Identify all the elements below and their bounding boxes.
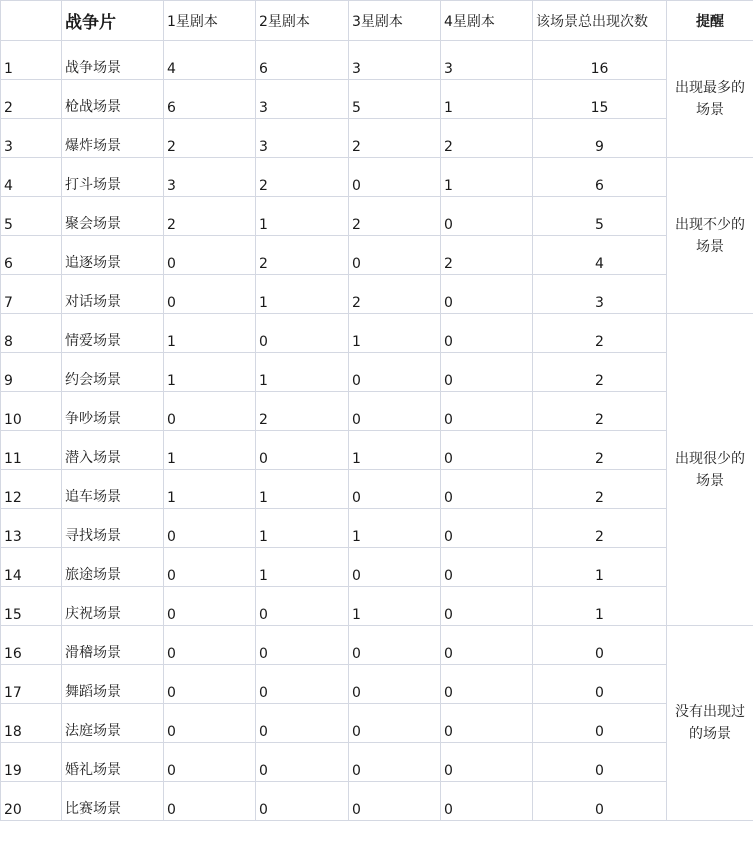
star2-count-cell[interactable]: 3 <box>256 80 349 119</box>
total-count-cell[interactable]: 1 <box>533 548 667 587</box>
row-index-cell[interactable]: 2 <box>1 80 62 119</box>
row-index-cell[interactable]: 10 <box>1 392 62 431</box>
star1-count-cell[interactable]: 0 <box>164 704 256 743</box>
star4-count-cell[interactable]: 3 <box>441 41 533 80</box>
row-index-cell[interactable]: 20 <box>1 782 62 821</box>
row-index-cell[interactable]: 5 <box>1 197 62 236</box>
total-count-cell[interactable]: 0 <box>533 665 667 704</box>
table-row <box>1 392 753 431</box>
scene-name-cell[interactable]: 法庭场景 <box>62 704 164 743</box>
star3-count-cell[interactable]: 0 <box>349 548 441 587</box>
header-1star-cell[interactable]: 1星剧本 <box>164 1 256 41</box>
total-count-cell[interactable]: 0 <box>533 743 667 782</box>
reminder-note-cell[interactable]: 出现不少的场景 <box>667 158 753 314</box>
star4-count-cell[interactable]: 1 <box>441 158 533 197</box>
star2-count-cell[interactable]: 0 <box>256 314 349 353</box>
table-row <box>1 236 753 275</box>
star4-count-cell[interactable]: 0 <box>441 587 533 626</box>
scene-name-cell[interactable]: 追逐场景 <box>62 236 164 275</box>
star3-count-cell[interactable]: 1 <box>349 587 441 626</box>
header-note-cell[interactable]: 提醒 <box>667 1 753 41</box>
star4-count-cell[interactable]: 0 <box>441 704 533 743</box>
row-index-cell[interactable]: 8 <box>1 314 62 353</box>
star2-count-cell[interactable]: 6 <box>256 41 349 80</box>
table-row <box>1 197 753 236</box>
star1-count-cell[interactable]: 2 <box>164 119 256 158</box>
header-row <box>1 1 753 41</box>
table-row <box>1 158 753 197</box>
table-row <box>1 665 753 704</box>
star1-count-cell[interactable]: 0 <box>164 782 256 821</box>
star3-count-cell[interactable]: 0 <box>349 158 441 197</box>
total-count-cell[interactable]: 1 <box>533 587 667 626</box>
star1-count-cell[interactable]: 0 <box>164 275 256 314</box>
star1-count-cell[interactable]: 4 <box>164 41 256 80</box>
star4-count-cell[interactable]: 0 <box>441 548 533 587</box>
star4-count-cell[interactable]: 0 <box>441 392 533 431</box>
star4-count-cell[interactable]: 0 <box>441 665 533 704</box>
total-count-cell[interactable]: 3 <box>533 275 667 314</box>
total-count-cell[interactable]: 5 <box>533 197 667 236</box>
row-index-cell[interactable]: 12 <box>1 470 62 509</box>
scene-name-cell[interactable]: 滑稽场景 <box>62 626 164 665</box>
star3-count-cell[interactable]: 1 <box>349 431 441 470</box>
star3-count-cell[interactable]: 3 <box>349 41 441 80</box>
star1-count-cell[interactable]: 0 <box>164 626 256 665</box>
star2-count-cell[interactable]: 1 <box>256 470 349 509</box>
table-row <box>1 470 753 509</box>
scene-name-cell[interactable]: 婚礼场景 <box>62 743 164 782</box>
scene-name-cell[interactable]: 枪战场景 <box>62 80 164 119</box>
scene-name-cell[interactable]: 约会场景 <box>62 353 164 392</box>
total-count-cell[interactable]: 2 <box>533 470 667 509</box>
star4-count-cell[interactable]: 0 <box>441 626 533 665</box>
star2-count-cell[interactable]: 1 <box>256 548 349 587</box>
star4-count-cell[interactable]: 0 <box>441 197 533 236</box>
star3-count-cell[interactable]: 0 <box>349 470 441 509</box>
star1-count-cell[interactable]: 6 <box>164 80 256 119</box>
table-row <box>1 743 753 782</box>
header-3star-cell[interactable]: 3星剧本 <box>349 1 441 41</box>
total-count-cell[interactable]: 9 <box>533 119 667 158</box>
star1-count-cell[interactable]: 3 <box>164 158 256 197</box>
row-index-cell[interactable]: 14 <box>1 548 62 587</box>
table-row <box>1 704 753 743</box>
star1-count-cell[interactable]: 0 <box>164 392 256 431</box>
row-index-cell[interactable]: 19 <box>1 743 62 782</box>
total-count-cell[interactable]: 2 <box>533 431 667 470</box>
table-row <box>1 119 753 158</box>
total-count-cell[interactable]: 15 <box>533 80 667 119</box>
star3-count-cell[interactable]: 1 <box>349 314 441 353</box>
row-index-cell[interactable]: 3 <box>1 119 62 158</box>
star2-count-cell[interactable]: 0 <box>256 782 349 821</box>
row-index-cell[interactable]: 16 <box>1 626 62 665</box>
header-corner-cell[interactable] <box>1 1 62 41</box>
star3-count-cell[interactable]: 5 <box>349 80 441 119</box>
total-count-cell[interactable]: 16 <box>533 41 667 80</box>
scene-name-cell[interactable]: 舞蹈场景 <box>62 665 164 704</box>
total-count-cell[interactable]: 4 <box>533 236 667 275</box>
star4-count-cell[interactable]: 0 <box>441 431 533 470</box>
total-count-cell[interactable]: 2 <box>533 314 667 353</box>
star1-count-cell[interactable]: 1 <box>164 314 256 353</box>
row-index-cell[interactable]: 15 <box>1 587 62 626</box>
scene-name-cell[interactable]: 寻找场景 <box>62 509 164 548</box>
star1-count-cell[interactable]: 1 <box>164 470 256 509</box>
star3-count-cell[interactable]: 0 <box>349 782 441 821</box>
star2-count-cell[interactable]: 2 <box>256 392 349 431</box>
row-index-cell[interactable]: 6 <box>1 236 62 275</box>
star4-count-cell[interactable]: 1 <box>441 80 533 119</box>
star2-count-cell[interactable]: 0 <box>256 743 349 782</box>
star3-count-cell[interactable]: 2 <box>349 197 441 236</box>
total-count-cell[interactable]: 2 <box>533 353 667 392</box>
star3-count-cell[interactable]: 2 <box>349 119 441 158</box>
star2-count-cell[interactable]: 1 <box>256 509 349 548</box>
table-row <box>1 782 753 821</box>
total-count-cell[interactable]: 0 <box>533 782 667 821</box>
star2-count-cell[interactable]: 2 <box>256 158 349 197</box>
star3-count-cell[interactable]: 2 <box>349 275 441 314</box>
star1-count-cell[interactable]: 0 <box>164 665 256 704</box>
table-row <box>1 41 753 80</box>
star2-count-cell[interactable]: 0 <box>256 665 349 704</box>
row-index-cell[interactable]: 9 <box>1 353 62 392</box>
star4-count-cell[interactable]: 0 <box>441 743 533 782</box>
star2-count-cell[interactable]: 3 <box>256 119 349 158</box>
table-row <box>1 275 753 314</box>
header-title-cell[interactable]: 战争片 <box>62 1 164 41</box>
star1-count-cell[interactable]: 0 <box>164 548 256 587</box>
star3-count-cell[interactable]: 0 <box>349 392 441 431</box>
star3-count-cell[interactable]: 0 <box>349 626 441 665</box>
star4-count-cell[interactable]: 0 <box>441 782 533 821</box>
scene-name-cell[interactable]: 战争场景 <box>62 41 164 80</box>
row-index-cell[interactable]: 18 <box>1 704 62 743</box>
scene-name-cell[interactable]: 旅途场景 <box>62 548 164 587</box>
header-total-cell[interactable]: 该场景总出现次数 <box>533 1 667 41</box>
star1-count-cell[interactable]: 0 <box>164 509 256 548</box>
row-index-cell[interactable]: 17 <box>1 665 62 704</box>
reminder-note-cell[interactable]: 出现最多的场景 <box>667 41 753 158</box>
star1-count-cell[interactable]: 2 <box>164 197 256 236</box>
star2-count-cell[interactable]: 0 <box>256 626 349 665</box>
row-index-cell[interactable]: 11 <box>1 431 62 470</box>
star1-count-cell[interactable]: 0 <box>164 743 256 782</box>
reminder-note-cell[interactable]: 出现很少的场景 <box>667 314 753 626</box>
star1-count-cell[interactable]: 0 <box>164 587 256 626</box>
total-count-cell[interactable]: 2 <box>533 392 667 431</box>
star4-count-cell[interactable]: 0 <box>441 470 533 509</box>
star1-count-cell[interactable]: 1 <box>164 353 256 392</box>
scene-name-cell[interactable]: 对话场景 <box>62 275 164 314</box>
scene-name-cell[interactable]: 打斗场景 <box>62 158 164 197</box>
star3-count-cell[interactable]: 0 <box>349 236 441 275</box>
table-row <box>1 314 753 353</box>
table-row <box>1 509 753 548</box>
star1-count-cell[interactable]: 0 <box>164 236 256 275</box>
header-2star-cell[interactable]: 2星剧本 <box>256 1 349 41</box>
scene-name-cell[interactable]: 爆炸场景 <box>62 119 164 158</box>
star2-count-cell[interactable]: 0 <box>256 704 349 743</box>
star3-count-cell[interactable]: 0 <box>349 743 441 782</box>
total-count-cell[interactable]: 2 <box>533 509 667 548</box>
star4-count-cell[interactable]: 0 <box>441 509 533 548</box>
star2-count-cell[interactable]: 2 <box>256 236 349 275</box>
row-index-cell[interactable]: 1 <box>1 41 62 80</box>
scene-name-cell[interactable]: 追车场景 <box>62 470 164 509</box>
total-count-cell[interactable]: 6 <box>533 158 667 197</box>
total-count-cell[interactable]: 0 <box>533 626 667 665</box>
scene-name-cell[interactable]: 争吵场景 <box>62 392 164 431</box>
row-index-cell[interactable]: 13 <box>1 509 62 548</box>
star2-count-cell[interactable]: 1 <box>256 353 349 392</box>
table-row <box>1 548 753 587</box>
reminder-note-cell[interactable]: 没有出现过的场景 <box>667 626 753 821</box>
star4-count-cell[interactable]: 2 <box>441 119 533 158</box>
scene-name-cell[interactable]: 潜入场景 <box>62 431 164 470</box>
scene-name-cell[interactable]: 比赛场景 <box>62 782 164 821</box>
star2-count-cell[interactable]: 0 <box>256 431 349 470</box>
table-row <box>1 80 753 119</box>
scene-name-cell[interactable]: 庆祝场景 <box>62 587 164 626</box>
star3-count-cell[interactable]: 0 <box>349 704 441 743</box>
star3-count-cell[interactable]: 0 <box>349 665 441 704</box>
total-count-cell[interactable]: 0 <box>533 704 667 743</box>
star2-count-cell[interactable]: 1 <box>256 197 349 236</box>
star4-count-cell[interactable]: 0 <box>441 314 533 353</box>
star4-count-cell[interactable]: 2 <box>441 236 533 275</box>
star2-count-cell[interactable]: 0 <box>256 587 349 626</box>
header-4star-cell[interactable]: 4星剧本 <box>441 1 533 41</box>
table-row <box>1 587 753 626</box>
row-index-cell[interactable]: 4 <box>1 158 62 197</box>
scene-name-cell[interactable]: 聚会场景 <box>62 197 164 236</box>
table-row <box>1 626 753 665</box>
star3-count-cell[interactable]: 1 <box>349 509 441 548</box>
star3-count-cell[interactable]: 0 <box>349 353 441 392</box>
table-row <box>1 431 753 470</box>
table-row <box>1 353 753 392</box>
star1-count-cell[interactable]: 1 <box>164 431 256 470</box>
row-index-cell[interactable]: 7 <box>1 275 62 314</box>
scene-name-cell[interactable]: 情爱场景 <box>62 314 164 353</box>
star4-count-cell[interactable]: 0 <box>441 275 533 314</box>
star4-count-cell[interactable]: 0 <box>441 353 533 392</box>
star2-count-cell[interactable]: 1 <box>256 275 349 314</box>
